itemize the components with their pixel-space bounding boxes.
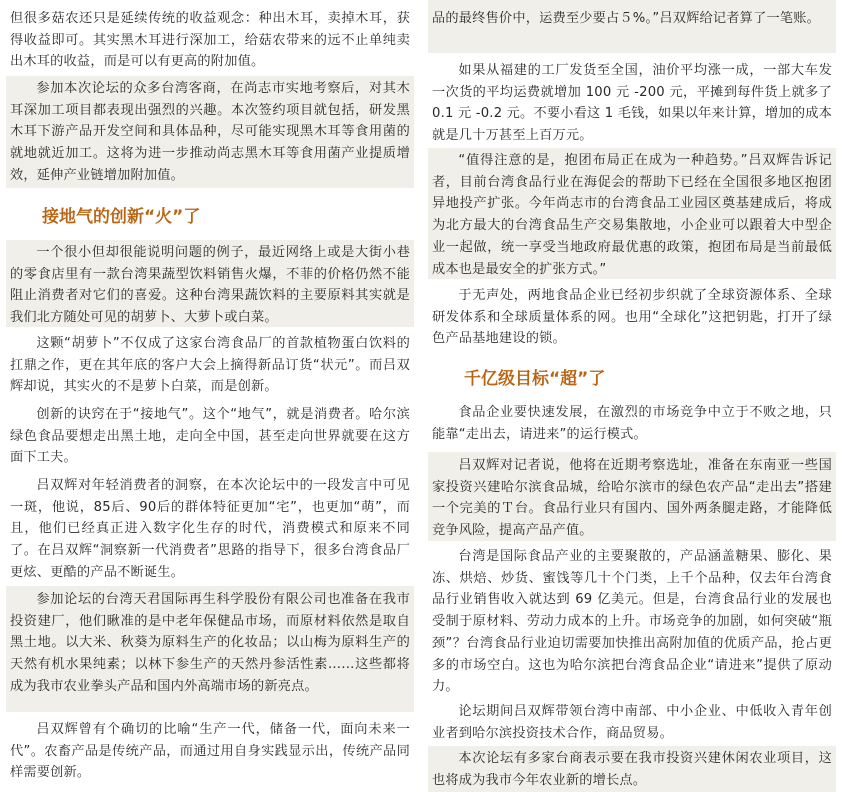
paragraph: 但很多菇农还只是延续传统的收益观念：种出木耳，卖掉木耳，获得收益即可。其实黑木耳进行深加工，给菇农带来的远不止单纯卖出木耳的收益，而是可以有更高的附加值。 <box>10 11 410 70</box>
paragraph: 吕双辉曾有个确切的比喻“生产一代，储备一代，面向未来一代”。农畜产品是传统产品，而通过用自身实践显示出，传统产品同样需要创新。 <box>10 722 410 781</box>
paragraph-block <box>6 76 414 188</box>
paragraph: 论坛期间吕双辉带领台湾中南部、中小企业、中低收入青年创业者到哈尔滨投资技术合作，商品贸易。 <box>432 704 832 741</box>
paragraph-block <box>428 746 836 792</box>
paragraph: “值得注意的是，抱团布局正在成为一种趋势。”吕双辉告诉记者，目前台湾食品行业在海促会的帮助下已经在全国很多地区抱团异地投产扩张。今年尚志市的台湾食品工业园区奠基建成后，将成为北方最大的台湾食品生产交易集散地，小企业可以跟着大中型企业一起做，统一享受当地政府最优惠的政策，抱团布局是当前最低成本也是最安全的扩张方式。” <box>432 153 832 277</box>
paragraph: 本次论坛有多家台商表示要在我市投资兴建休闲农业项目，这也将成为我市今年农业新的增长点。 <box>432 751 832 788</box>
paragraph: 如果从福建的工厂发货至全国，油价平均涨一成，一部大车发一次货的平均运费就增加 100 元 -200 元，平摊到每件货上就多了 0.1 元 -0.2 元。不要小看这 1 毛钱，如果以年来计算，增加的成本就是几十万甚至上百万元。 <box>432 63 832 144</box>
paragraph: 台湾是国际食品产业的主要聚散的，产品涵盖糖果、膨化、果冻、烘焙、炒货、蜜饯等几十个门类，上千个品种，仅去年台湾食品行业销售收入就达到 69 亿美元。但是，台湾食品行业的发展也受制于原材料、劳动力成本的上升。市场竞争的加剧，如何突破“瓶颈”？台湾食品行业迫切需要加快推出高附加值的优质产品，抢占更多的市场空白。这也为哈尔滨把台湾食品企业“请进来”提供了原动力。 <box>432 549 832 695</box>
paragraph-block <box>428 452 836 541</box>
paragraph: 食品企业要快速发展，在激烈的市场竞争中立于不败之地，只能靠“走出去，请进来”的运行模式。 <box>432 405 832 442</box>
paragraph: 创新的诀窍在于“接地气”。这个“地气”，就是消费者。哈尔滨绿色食品要想走出黑土地，走向全中国，甚至走向世界就要在这方面下工夫。 <box>10 407 410 466</box>
paragraph: 参加论坛的台湾天君国际再生科学股份有限公司也准备在我市投资建厂，他们瞅准的是中老年保健品市场，而原材料依然是取自黑土地。以大米、秋葵为原料生产的化妆品；以山梅为原料生产的天然有机水果纯素；以林下参生产的天然丹参活性素……这些都将成为我市农业拳头产品和国内外高端市场的新亮点。 <box>10 592 410 694</box>
paragraph: 参加本次论坛的众多台湾客商，在尚志市实地考察后，对其木耳深加工项目都表现出强烈的兴趣。本次签约项目就包括，研发黑木耳下游产品开发空间和具体品种，尽可能实现黑木耳等食用菌的就地就近加工。这将为进一步推动尚志黑木耳等食用菌产业提质增效，延伸产业链增加附加值。 <box>10 81 410 183</box>
paragraph: 于无声处，两地食品企业已经初步织就了全球资源体系、全球研发体系和全球质量体系的网。也用“全球化”这把钥匙，打开了绿色产品基地建设的锁。 <box>432 288 832 347</box>
paragraph-block <box>428 148 836 279</box>
paragraph-block <box>6 586 414 712</box>
paragraph: 这颗“胡萝卜”不仅成了这家台湾食品厂的首款植物蛋白饮料的扛鼎之作，更在其年底的客户大会上摘得新品订货“状元”。而吕双辉却说，其实火的不是萝卜白菜，而是创新。 <box>10 336 410 395</box>
section-heading: 千亿级目标“超”了 <box>464 369 606 389</box>
paragraph-block <box>6 240 414 327</box>
paragraph: 一个很小但却很能说明问题的例子，最近网络上或是大街小巷的零食店里有一款台湾果蔬型饮料销售火爆，不菲的价格仍然不能阻止消费者对它们的喜爱。这种台湾果蔬饮料的主要原料其实就是我们北方随处可见的胡萝卜、大萝卜或白菜。 <box>10 245 410 326</box>
paragraph-block <box>428 0 836 53</box>
paragraph: 吕双辉对年轻消费者的洞察，在本次论坛中的一段发言中可见一斑，他说，85后、90后的群体特征更加“宅”，也更加“萌”，而且，他们已经真正进入数字化生存的时代，消费模式和原来不同了。在吕双辉“洞察新一代消费者”思路的指导下，很多台湾食品厂更炫、更酷的产品不断诞生。 <box>10 478 410 580</box>
paragraph: 品的最终售价中，运费至少要占５%。”吕双辉给记者算了一笔账。 <box>432 11 821 26</box>
section-heading: 接地气的创新“火”了 <box>42 207 201 227</box>
paragraph: 吕双辉对记者说，他将在近期考察选址，准备在东南亚一些国家投资兴建哈尔滨食品城，给哈尔滨市的绿色农产品“走出去”搭建一个完美的Ｔ台。食品行业只有国内、国外两条腿走路，才能降低竞争风险，提高产品产值。 <box>432 458 832 539</box>
